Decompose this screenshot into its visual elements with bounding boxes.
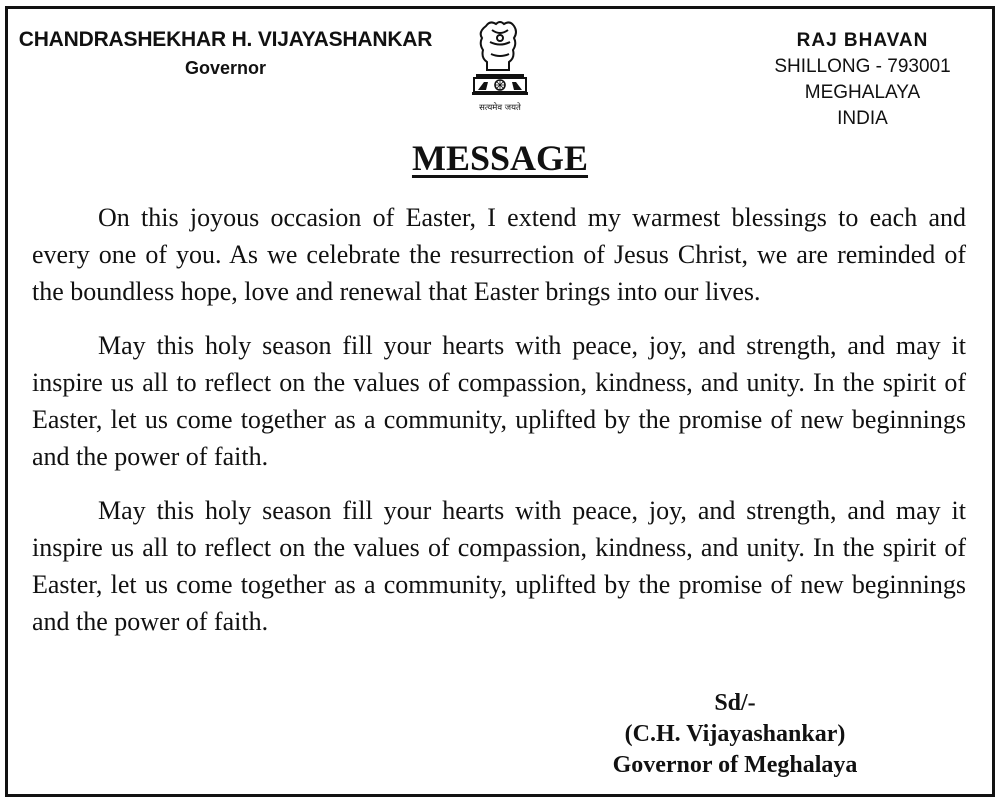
message-title-wrap — [0, 136, 1000, 180]
signature-mark: Sd/- — [714, 690, 756, 716]
address-line: INDIA — [837, 108, 888, 129]
address-line: SHILLONG - 793001 — [774, 56, 951, 77]
address-line: RAJ BHAVAN — [796, 30, 929, 51]
message-paragraph: May this holy season fill your hearts with peace, joy, and strength, and may it inspire us all to reflect on the values of compassion, kindness, and unity. In the spirit of Easter, let us come together as a community, uplifted by the promise of new beginnings and the power of faith. — [32, 496, 966, 636]
message-title: MESSAGE — [411, 138, 589, 178]
address-line: MEGHALAYA — [804, 82, 921, 103]
message-body — [32, 199, 966, 640]
emblem-motto: सत्यमेव जयते — [479, 103, 521, 113]
letterhead-address — [760, 28, 965, 132]
letterhead-left — [13, 27, 438, 83]
governor-name: CHANDRASHEKHAR H. VIJAYASHANKAR — [18, 28, 433, 51]
signatory-name: (C.H. Vijayashankar) — [624, 721, 846, 747]
message-paragraph: On this joyous occasion of Easter, I extend my warmest blessings to each and every one of you. As we celebrate the resurrection of Jesus Christ, we are reminded of the boundless hope, love and renewal that Easter brings into our lives. — [32, 203, 966, 306]
governor-designation: Governor — [184, 58, 267, 78]
signatory-title: Governor of Meghalaya — [612, 752, 858, 778]
signature-block — [580, 688, 890, 781]
message-paragraph: May this holy season fill your hearts with peace, joy, and strength, and may it inspire us all to reflect on the values of compassion, kindness, and unity. In the spirit of Easter, let us come together as a community, uplifted by the promise of new beginnings and the power of faith. — [32, 331, 966, 471]
national-emblem-icon — [462, 18, 538, 116]
